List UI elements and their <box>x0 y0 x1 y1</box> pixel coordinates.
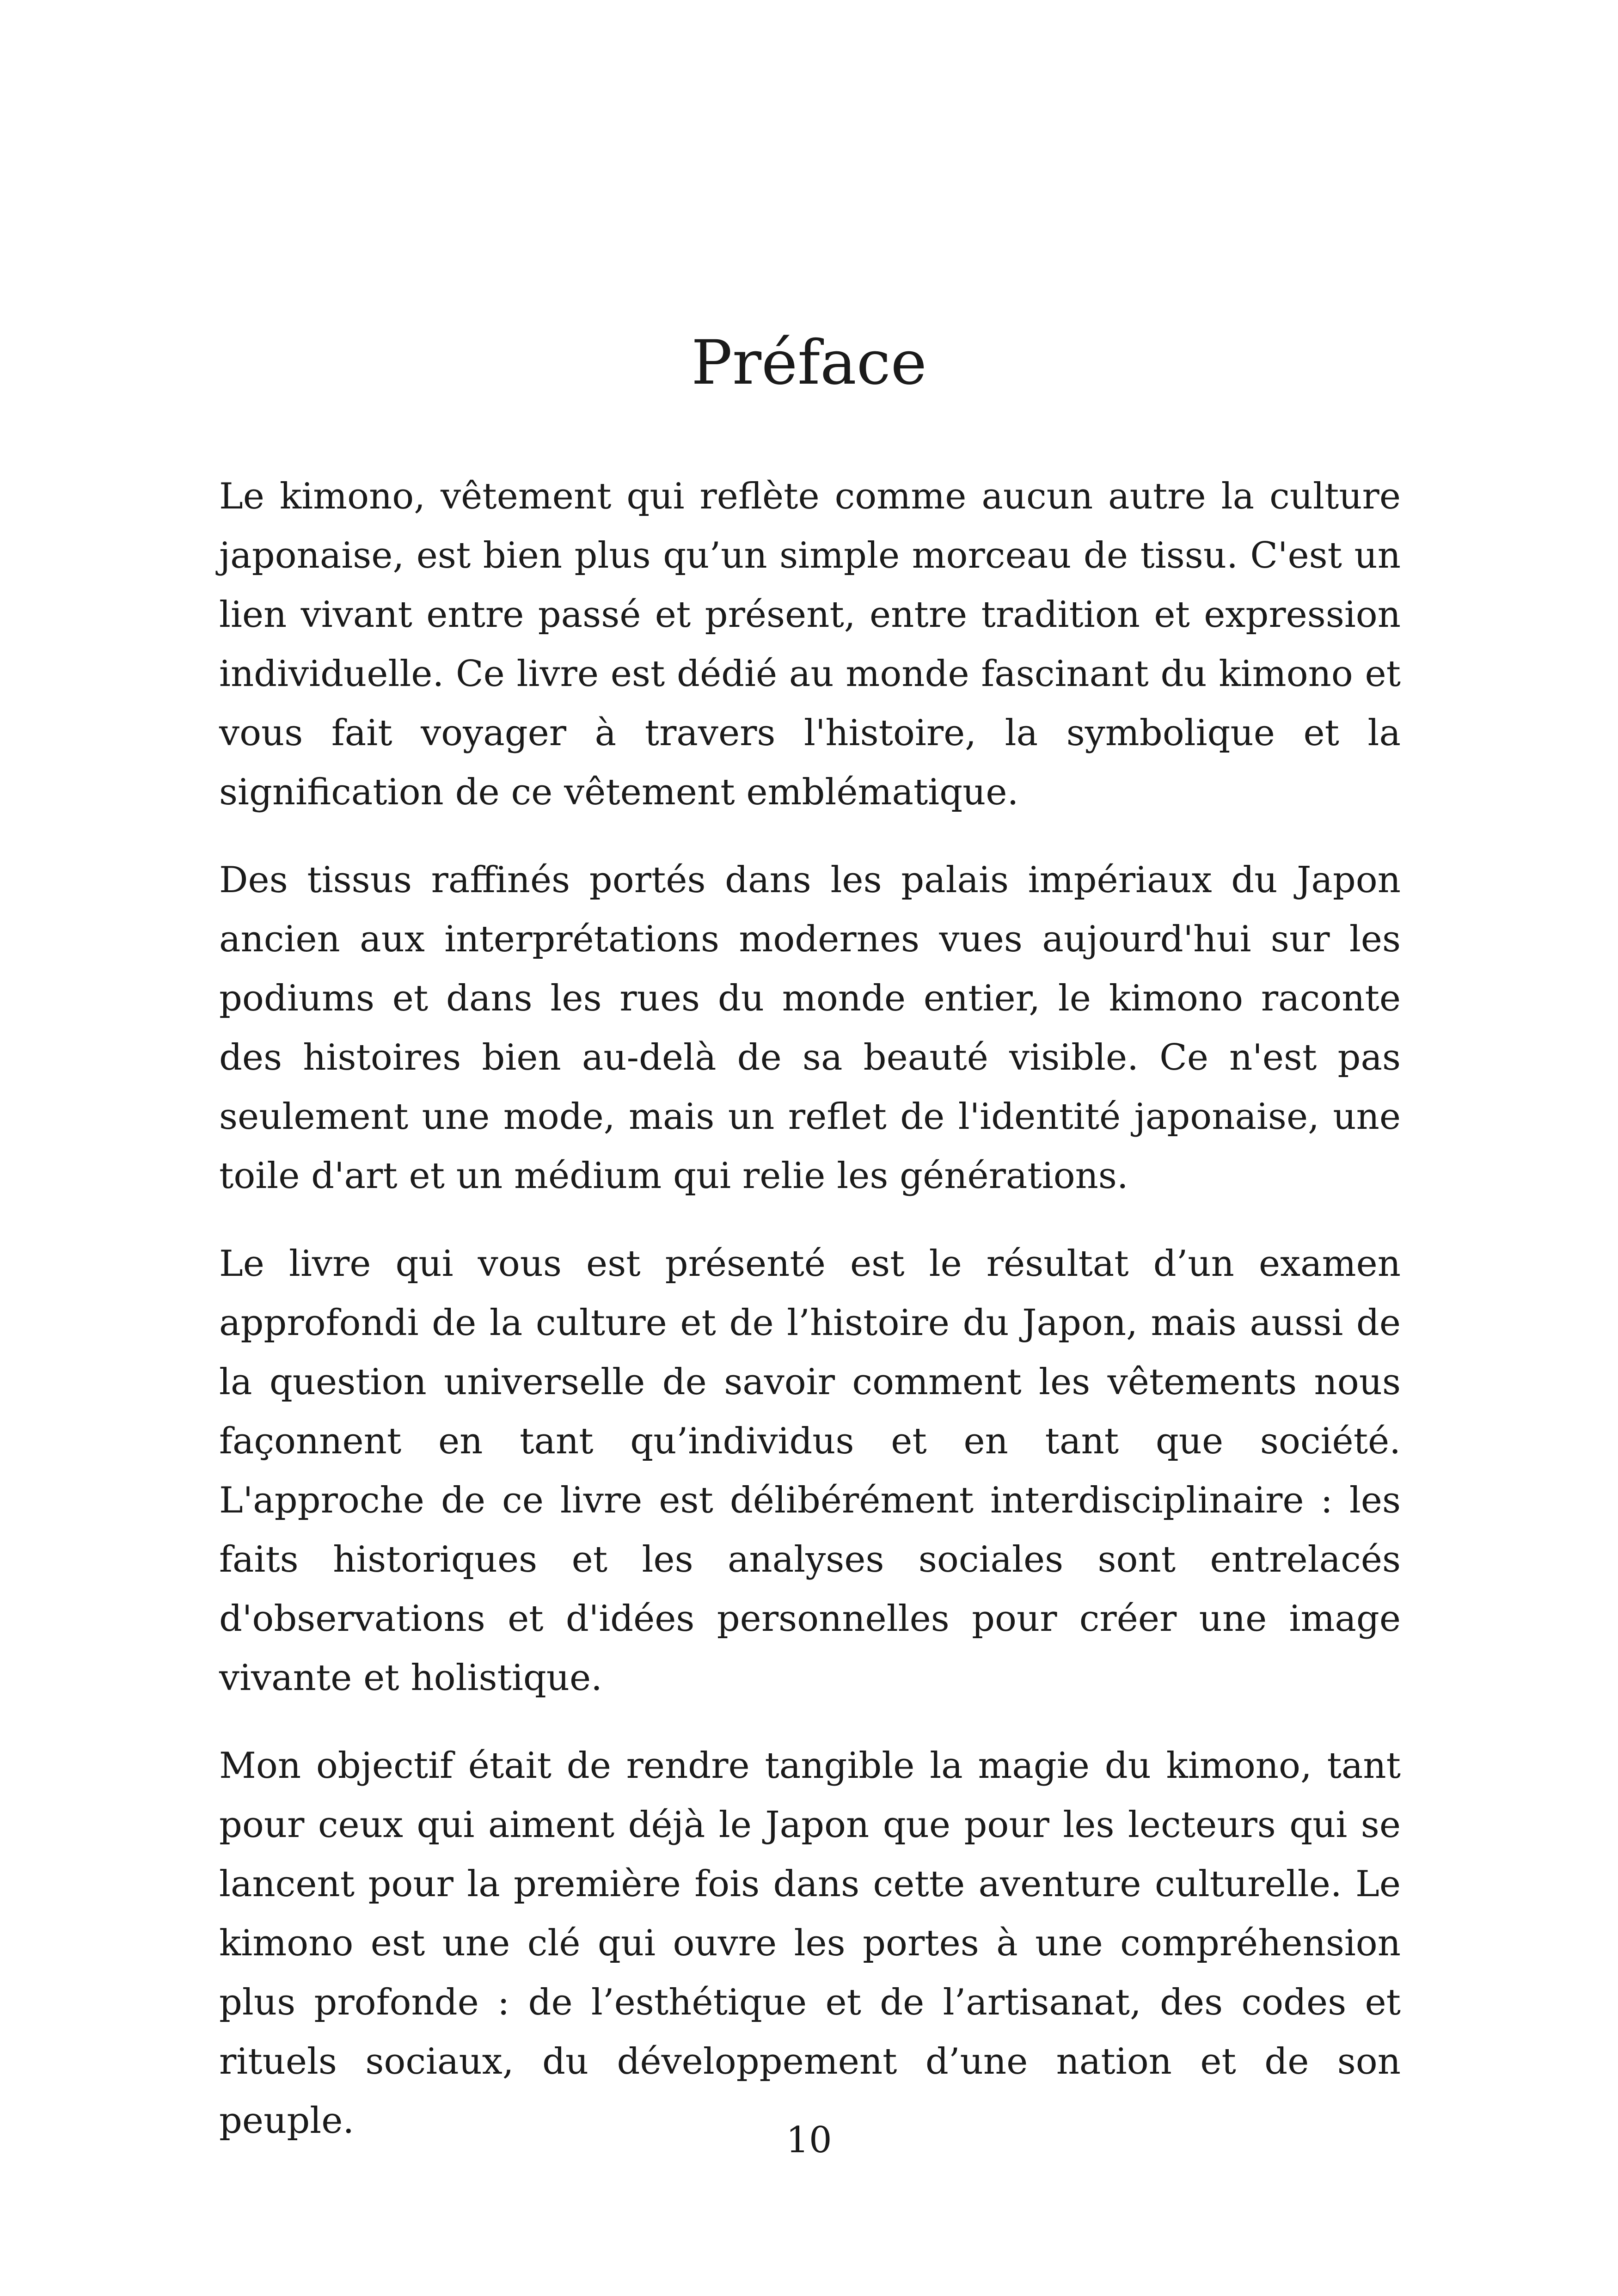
page-title: Préface <box>691 327 927 398</box>
paragraph-3: Le livre qui vous est présenté est le résultat d’un examen approfondi de la culture et de l’histoire du Japon, mais aussi de la question universelle de savoir comment les vêtements nous façonnent en tant qu’individus et en tant que société. L'approche de ce livre est délibérément interdisciplinaire : les faits historiques et les analyses sociales sont entrelacés d'observations et d'idées personnelles pour créer une image vivante et holistique. <box>219 1243 1401 1699</box>
paragraph-1: Le kimono, vêtement qui reflète comme aucun autre la culture japonaise, est bien plus qu’un simple morceau de tissu. C'est un lien vivant entre passé et présent, entre tradition et expression individuelle. Ce livre est dédié au monde fascinant du kimono et vous fait voyager à travers l'histoire, la symbolique et la signification de ce vêtement emblématique. <box>219 476 1401 813</box>
preface-body <box>219 467 1401 2179</box>
page-number: 10 <box>786 2119 832 2161</box>
paragraph-4: Mon objectif était de rendre tangible la magie du kimono, tant pour ceux qui aiment déjà le Japon que pour les lecteurs qui se lancent pour la première fois dans cette aventure culturelle. Le kimono est une clé qui ouvre les portes à une compréhension plus profonde : de l’esthétique et de l’artisanat, des codes et rituels sociaux, du développement d’une nation et de son peuple. <box>219 1745 1401 2142</box>
paragraph-2: Des tissus raffinés portés dans les palais impériaux du Japon ancien aux interprétations modernes vues aujourd'hui sur les podiums et dans les rues du monde entier, le kimono raconte des histoires bien au-delà de sa beauté visible. Ce n'est pas seulement une mode, mais un reflet de l'identité japonaise, une toile d'art et un médium qui relie les générations. <box>219 859 1401 1197</box>
